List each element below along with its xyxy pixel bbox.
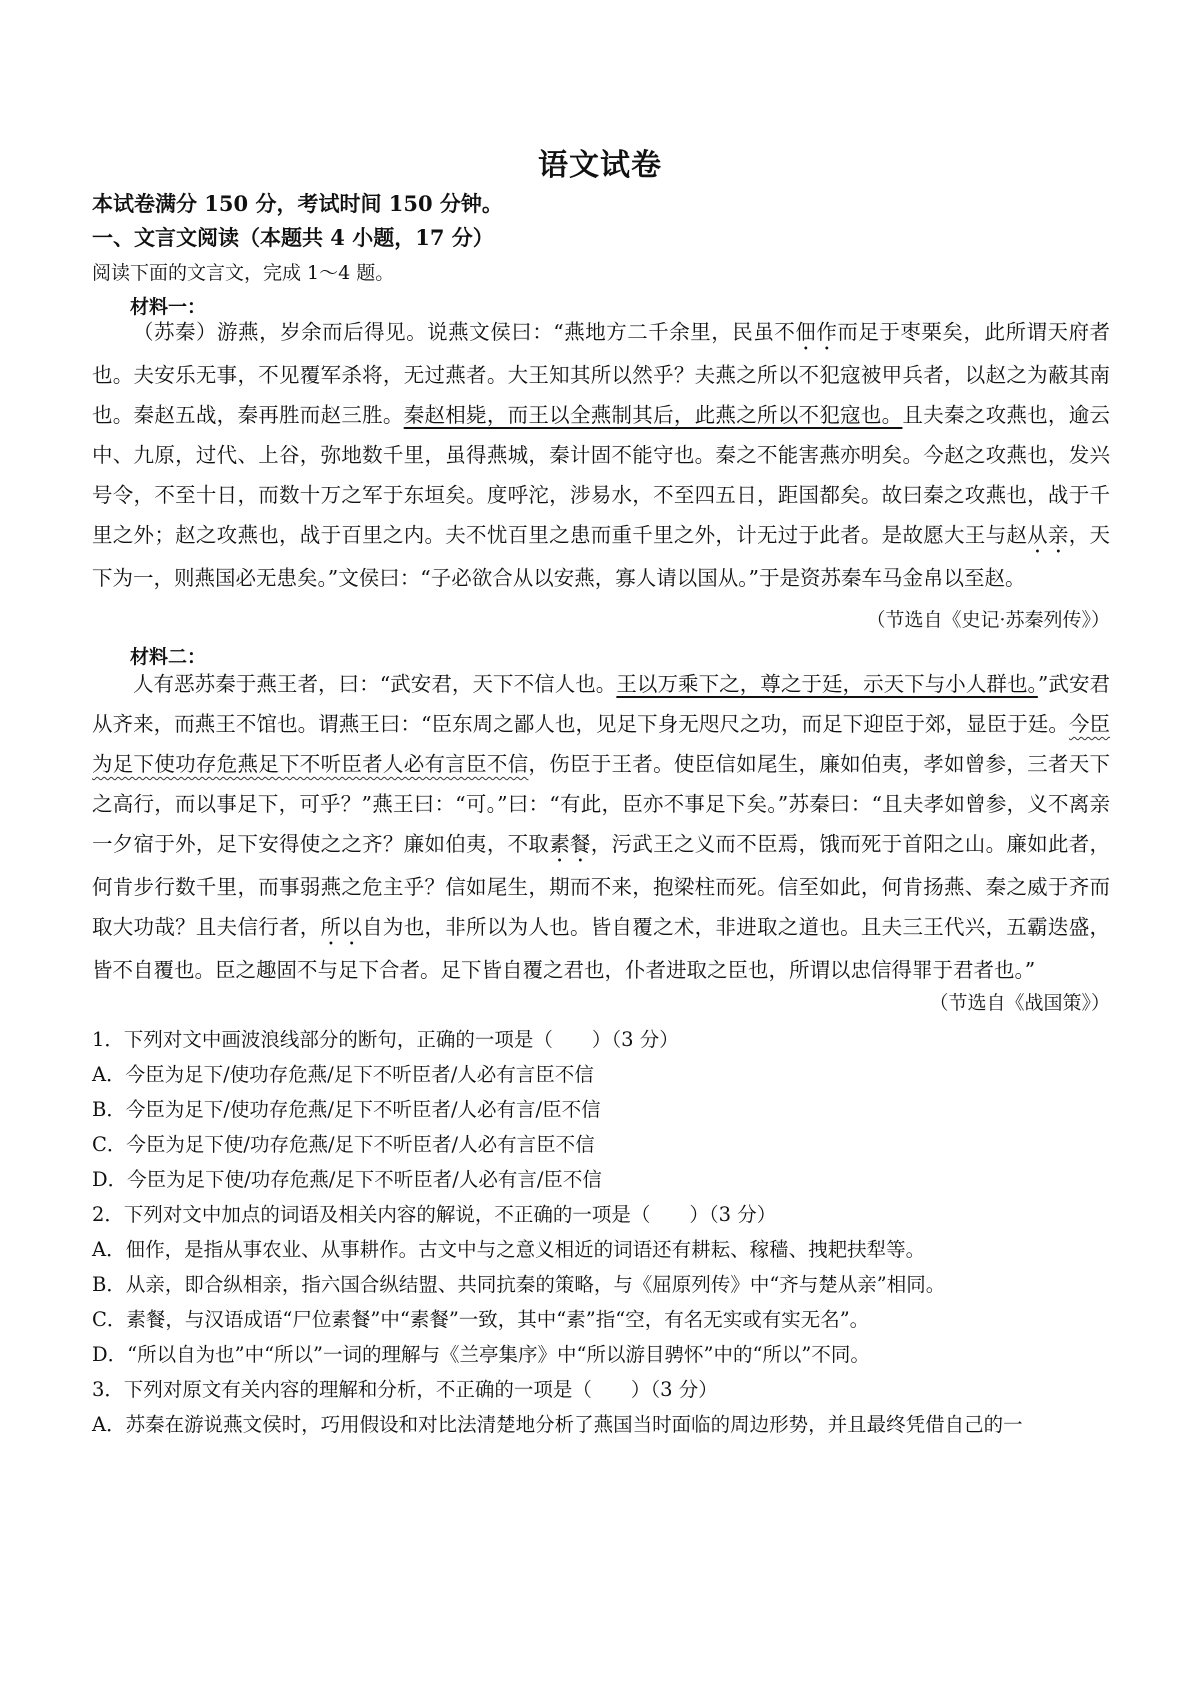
underlined-sentence: 秦赵相毙，而王以全燕制其后，此燕之所以不犯寇也。 [403, 403, 903, 427]
question-2-option-c: C．素餐，与汉语成语“尸位素餐”中“素餐”一致，其中“素”指“空，有名无实或有实无名”。 [92, 1308, 870, 1331]
question-3-option-a: A．苏秦在游说燕文侯时，巧用假设和对比法清楚地分析了燕国当时面临的周边形势，并且最终凭借自己的一 [92, 1413, 1023, 1436]
dotted-term: 佃作 [795, 320, 838, 344]
page-title: 语文试卷 [538, 148, 662, 183]
question-1-option-c: C．今臣为足下使/功存危燕/足下不听臣者/人必有言臣不信 [92, 1133, 595, 1156]
material-one-source: （节选自《史记·苏秦列传》） [866, 609, 1110, 631]
text-segment: 人有恶苏秦于燕王者，曰：“武安君，天下不信人也。 [133, 672, 617, 696]
text-segment: 而足于枣栗矣，此所谓天府者也。夫安乐无事，不见覆军杀将，无过燕者。大王知其所以然乎？夫燕之所以不犯寇被甲兵者，以赵之为蔽其南也。秦赵五战，秦再胜而赵三胜。 [92, 320, 1111, 427]
dotted-term: 素餐 [549, 832, 591, 856]
text-segment: 且夫秦之攻燕也，逾云中、九原，过代、上谷，弥地数千里，虽得燕城，秦计固不能守也。秦之不能害燕亦明矣。今赵之攻燕也，发兴号令，不至十日，而数十万之军于东垣矣。度呼沱，涉易水，不至四五日，距国都矣。故曰秦之攻燕也，战于千里之外；赵之攻燕也，战于百里之内。夫不忧百里之患而重千里之外，计无过于此者。是故愿大王与赵 [92, 403, 1110, 547]
text-segment: ，污武王之义而不臣焉，饿而死于首阳之山。廉如此者，何肯步行数千里，而事弱燕之危主乎？信如尾生，期而不来，抱梁柱而死。信至如此，何肯扬燕、秦之威于齐而取大功哉？且夫信行者， [92, 832, 1110, 939]
reading-instruction: 阅读下面的文言文，完成 1～4 题。 [92, 262, 395, 284]
dotted-term: 从亲 [1027, 523, 1069, 547]
section-heading: 一、文言文阅读（本题共 4 小题，17 分） [92, 225, 494, 250]
material-two-label: 材料二： [130, 646, 207, 668]
material-one-text [92, 312, 1110, 598]
text-segment: 自为也，非所以为人也。皆自覆之术，非进取之道也。且夫三王代兴，五霸迭盛，皆不自覆也。臣之趣固不与足下合者。足下皆自覆之君也，仆者进取之臣也，所谓以忠信得罪于君者也。” [92, 915, 1110, 982]
question-1-stem: 1．下列对文中画波浪线部分的断句，正确的一项是（ ）（3 分） [92, 1028, 679, 1051]
material-two-source: （节选自《战国策》） [929, 992, 1110, 1014]
text-segment: ，天下为一，则燕国必无患矣。”文侯曰：“子必欲合从以安燕，寡人请以国从。”于是资苏秦车马金帛以至赵。 [92, 523, 1110, 590]
material-two-text [92, 664, 1110, 990]
question-1-option-d: D．今臣为足下使/功存危燕/足下不听臣者/人必有言/臣不信 [92, 1168, 602, 1191]
question-1-option-b: B．今臣为足下/使功存危燕/足下不听臣者/人必有言/臣不信 [92, 1098, 601, 1121]
wavy-underlined-sentence: 今臣为足下使功存危燕足下不听臣者人必有言臣不信 [92, 712, 1110, 776]
underlined-sentence: 王以万乘下之，尊之于廷，示天下与小人群也。 [616, 672, 1038, 696]
question-3-stem: 3．下列对原文有关内容的理解和分析，不正确的一项是（ ）（3 分） [92, 1378, 718, 1401]
question-2-stem: 2．下列对文中加点的词语及相关内容的解说，不正确的一项是（ ）（3 分） [92, 1203, 777, 1226]
text-segment: ”武安君从齐来，而燕王不馆也。谓燕王曰：“臣东周之鄙人也，见足下身无咫尺之功，而足下迎臣于郊，显臣于廷。 [92, 672, 1110, 736]
text-segment: （苏秦）游燕，岁余而后得见。说燕文侯曰：“燕地方二千余里，民虽不 [133, 320, 796, 344]
exam-intro: 本试卷满分 150 分，考试时间 150 分钟。 [92, 191, 503, 216]
text-segment: ，伤臣于王者。使臣信如尾生，廉如伯夷，孝如曾参，三者天下之高行，而以事足下，可乎？”燕王曰：“可。”曰：“有此，臣亦不事足下矣。”苏秦曰：“且夫孝如曾参，义不离亲一夕宿于外，足下安得使之之齐？廉如伯夷，不取 [92, 752, 1110, 856]
question-1-option-a: A．今臣为足下/使功存危燕/足下不听臣者/人必有言臣不信 [92, 1063, 594, 1086]
dotted-term: 所以 [320, 915, 363, 939]
question-2-option-d: D．“所以自为也”中“所以”一词的理解与《兰亭集序》中“所以游目骋怀”中的“所以”不同。 [92, 1343, 870, 1366]
question-2-option-b: B．从亲，即合纵相亲，指六国合纵结盟、共同抗秦的策略，与《屈原列传》中“齐与楚从亲”相同。 [92, 1273, 946, 1296]
question-2-option-a: A．佃作，是指从事农业、从事耕作。古文中与之意义相近的词语还有耕耘、稼穑、拽耙扶犁等。 [92, 1238, 926, 1261]
material-one-label: 材料一： [130, 296, 207, 318]
